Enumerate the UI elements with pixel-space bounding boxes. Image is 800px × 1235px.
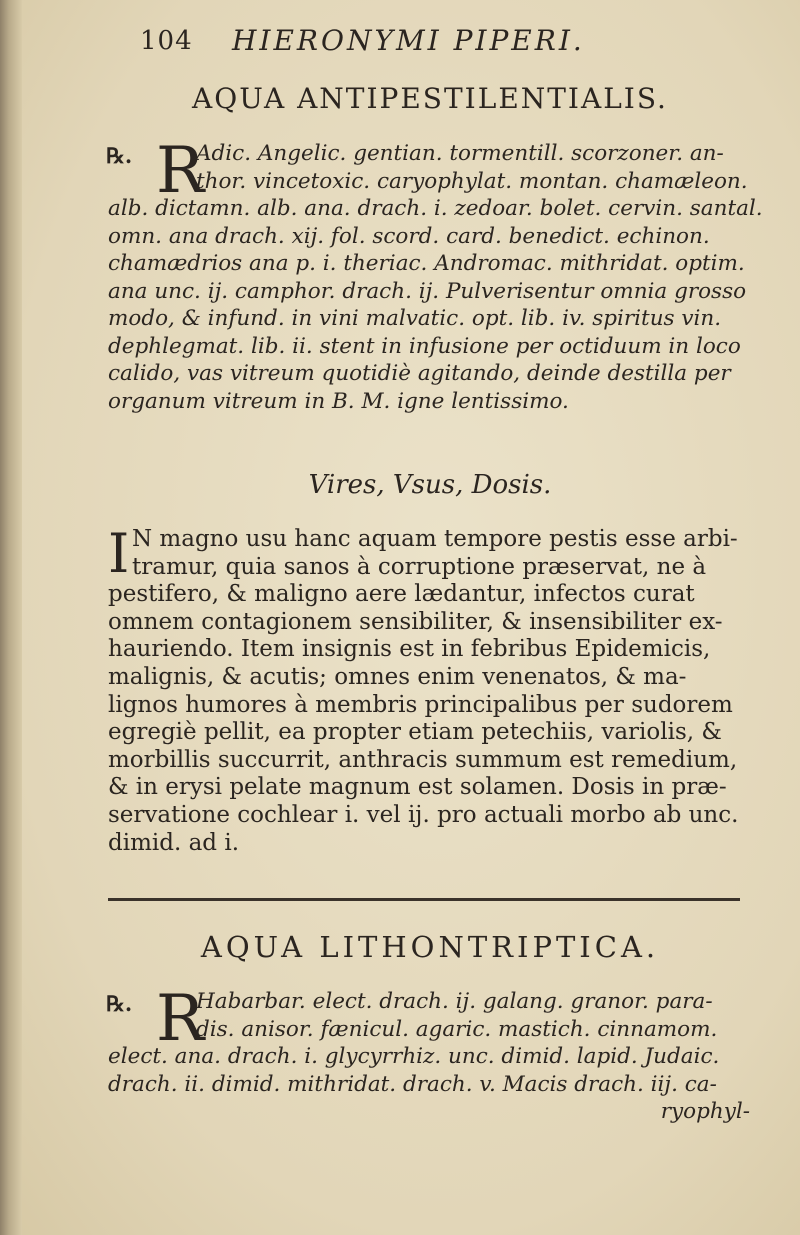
text-line: pestifero, & maligno aere lædantur, infectos curat — [108, 581, 695, 608]
recipe-symbol: ℞. — [106, 143, 133, 168]
text-line: Adic. Angelic. gentian. tormentill. scorzoner. an- — [196, 141, 724, 166]
body-paragraph — [108, 522, 768, 857]
text-line: egregiè pellit, ea propter etiam petechiis, variolis, & — [108, 719, 722, 746]
catchword: ryophyl- — [660, 1099, 750, 1124]
text-line: hauriendo. Item insignis est in febribus Epidemicis, — [108, 636, 711, 663]
text-line: servatione cochlear i. vel ij. pro actuali morbo ab unc. — [108, 801, 739, 828]
text-line: dis. anisor. fænicul. agaric. mastich. cinnamom. — [196, 1016, 718, 1042]
running-head — [140, 22, 780, 62]
text-line: modo, & infund. in vini malvatic. opt. lib. iv. spiritus vin. — [108, 306, 722, 331]
recipe-symbol: ℞. — [106, 991, 133, 1016]
text-line: alb. dictamn. alb. ana. drach. i. zedoar. bolet. cervin. santal. — [108, 196, 763, 221]
text-line: morbillis succurrit, anthracis summum est remedium, — [108, 746, 738, 773]
running-title: HIERONYMI PIPERI. — [232, 24, 585, 57]
text-line: & in erysi pelate magnum est solamen. Dosis in præ- — [108, 774, 727, 801]
text-line: lignos humores à membris principalibus per sudorem — [108, 691, 733, 718]
drop-cap: R — [156, 982, 205, 1056]
text-line: dephlegmat. lib. ii. stent in infusione per octiduum in loco — [108, 333, 741, 359]
text-line: omn. ana drach. xij. fol. scord. card. benedict. echinon. — [108, 223, 710, 249]
text-line: elect. ana. drach. i. glycyrrhiz. unc. dimid. lapid. Judaic. — [108, 1044, 720, 1069]
drop-cap: I — [108, 522, 130, 585]
drop-cap: R — [156, 134, 205, 208]
recipe-antipestilentialis — [106, 134, 768, 415]
text-line: thor. vincetoxic. caryophylat. montan. chamæleon. — [196, 168, 748, 194]
text-line: dimid. ad i. — [108, 829, 240, 856]
text-line: omnem contagionem sensibiliter, & insensibiliter ex- — [108, 608, 723, 635]
text-line: organum vitreum in B. M. igne lentissimo. — [108, 388, 569, 414]
subtitle-vires-usus-dosis: Vires, Vsus, Dosis. — [308, 470, 552, 500]
text-line: ana unc. ij. camphor. drach. ij. Pulverisentur omnia grosso — [108, 278, 747, 304]
section-divider-rule — [108, 898, 740, 901]
page-gutter — [0, 0, 22, 1235]
text-line: chamædrios ana p. i. theriac. Andromac. mithridat. optim. — [108, 251, 745, 276]
text-line: Habarbar. elect. drach. ij. galang. granor. para- — [196, 989, 713, 1014]
text-line: calido, vas vitreum quotidiè agitando, deinde destilla per — [108, 361, 731, 386]
text-line: malignis, & acutis; omnes enim venenatos, & ma- — [108, 663, 687, 690]
section-title-lithontriptica: AQUA LITHONTRIPTICA. — [200, 930, 660, 964]
page-number: 104 — [140, 26, 193, 56]
text-line: tramur, quia sanos à corruptione præservat, ne à — [132, 553, 707, 580]
text-line: drach. ii. dimid. mithridat. drach. v. Macis drach. iij. ca- — [108, 1071, 717, 1097]
recipe-lithontriptica — [106, 982, 768, 1126]
section-title-antipestilentialis: AQUA ANTIPESTILENTIALIS. — [192, 82, 668, 115]
text-line: N magno usu hanc aquam tempore pestis esse arbi- — [132, 526, 738, 552]
